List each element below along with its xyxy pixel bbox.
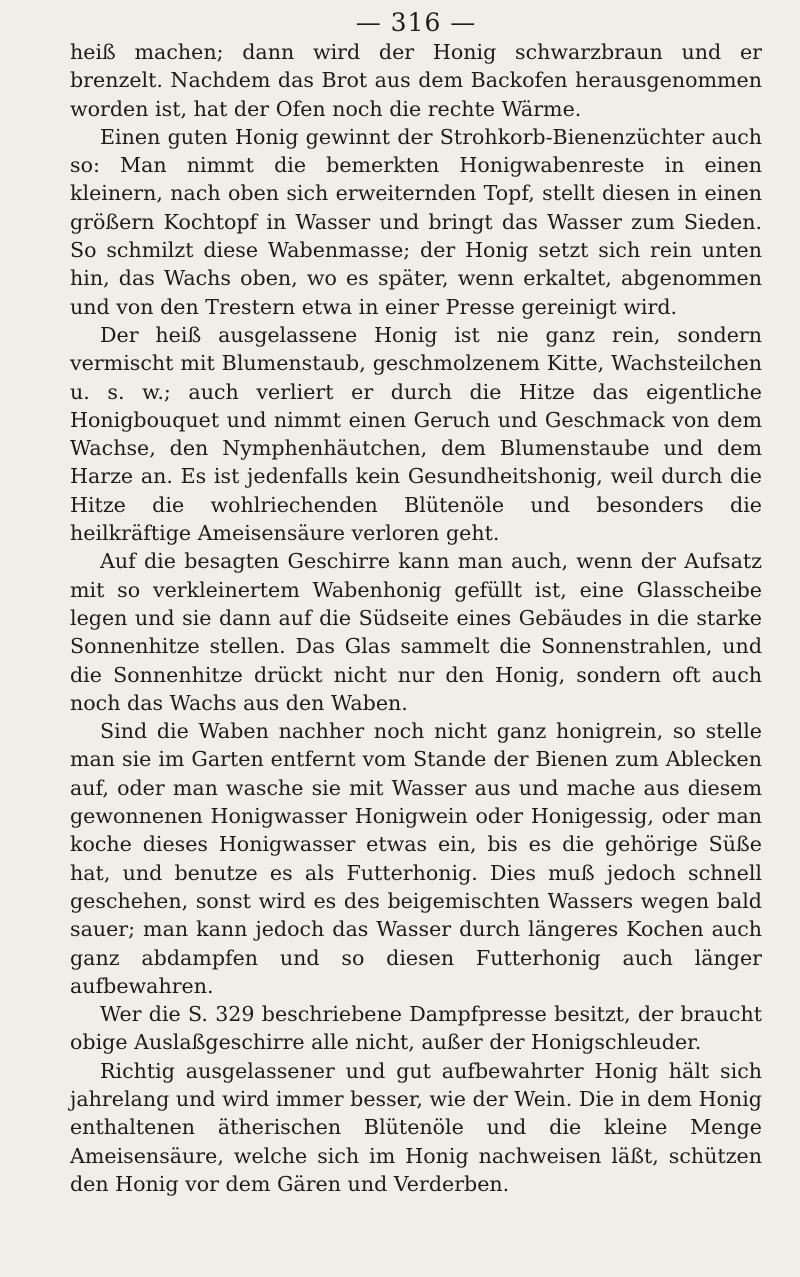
paragraph-7: Richtig ausgelassener und gut aufbewahrter Honig hält sich jahrelang und wird immer besser, wie der Wein. Die in dem Honig enthaltenen ätherischen Blütenöle und die kleine Menge Ameisensäure, welche sich im Honig nachweisen läßt, schützen den Honig vor dem Gären und Verderben. <box>70 1058 762 1196</box>
page-number: — 316 — <box>355 8 477 37</box>
paragraph-1: heiß machen; dann wird der Honig schwarzbraun und er brenzelt. Nachdem das Brot aus dem Backofen herausgenommen worden ist, hat der Ofen noch die rechte Wärme. <box>70 40 762 121</box>
paragraph-5: Sind die Waben nachher noch nicht ganz honigrein, so stelle man sie im Garten entfernt vom Stande der Bienen zum Ablecken auf, oder man wasche sie mit Wasser aus und mache aus diesem gewonnenen Honigwasser Honigwein oder Honigessig, oder man koche dieses Honigwasser etwas ein, bis es die gehörige Süße hat, und benutze es als Futterhonig. Dies muß jedoch schnell geschehen, sonst wird es des beigemischten Wassers wegen bald sauer; man kann jedoch das Wasser durch längeres Kochen auch ganz abdampfen und so diesen Futterhonig auch länger aufbewahren. <box>70 719 762 998</box>
paragraph-2: Einen guten Honig gewinnt der Strohkorb-Bienenzüchter auch so: Man nimmt die bemerkten Honigwabenreste in einen kleinern, nach oben sich erweiternden Topf, stellt diesen in einen größern Kochtopf in Wasser und bringt das Wasser zum Sieden. So schmilzt diese Wabenmasse; der Honig setzt sich rein unten hin, das Wachs oben, wo es später, wenn erkaltet, abgenommen und von den Trestern etwa in einer Presse gereinigt wird. <box>70 124 762 319</box>
paragraph-3: Der heiß ausgelassene Honig ist nie ganz rein, sondern vermischt mit Blumenstaub, geschmolzenem Kitte, Wachsteilchen u. s. w.; auch verliert er durch die Hitze das eigentliche Honigbouquet und nimmt einen Geruch und Geschmack von dem Wachse, den Nymphenhäutchen, dem Blumenstaube und dem Harze an. Es ist jedenfalls kein Gesundheitshonig, weil durch die Hitze die wohlriechenden Blütenöle und besonders die heilkräftige Ameisensäure verloren geht. <box>70 322 762 546</box>
paragraph-6: Wer die S. 329 beschriebene Dampfpresse besitzt, der braucht obige Auslaßgeschirre alle nicht, außer der Honigschleuder. <box>70 1002 762 1055</box>
paragraph-4: Auf die besagten Geschirre kann man auch, wenn der Aufsatz mit so verkleinertem Wabenhonig gefüllt ist, eine Glasscheibe legen und sie dann auf die Südseite eines Gebäudes in die starke Sonnenhitze stellen. Das Glas sammelt die Sonnenstrahlen, und die Sonnenhitze drückt nicht nur den Honig, sondern oft auch noch das Wachs aus den Waben. <box>70 549 762 715</box>
page-body <box>70 38 762 1198</box>
